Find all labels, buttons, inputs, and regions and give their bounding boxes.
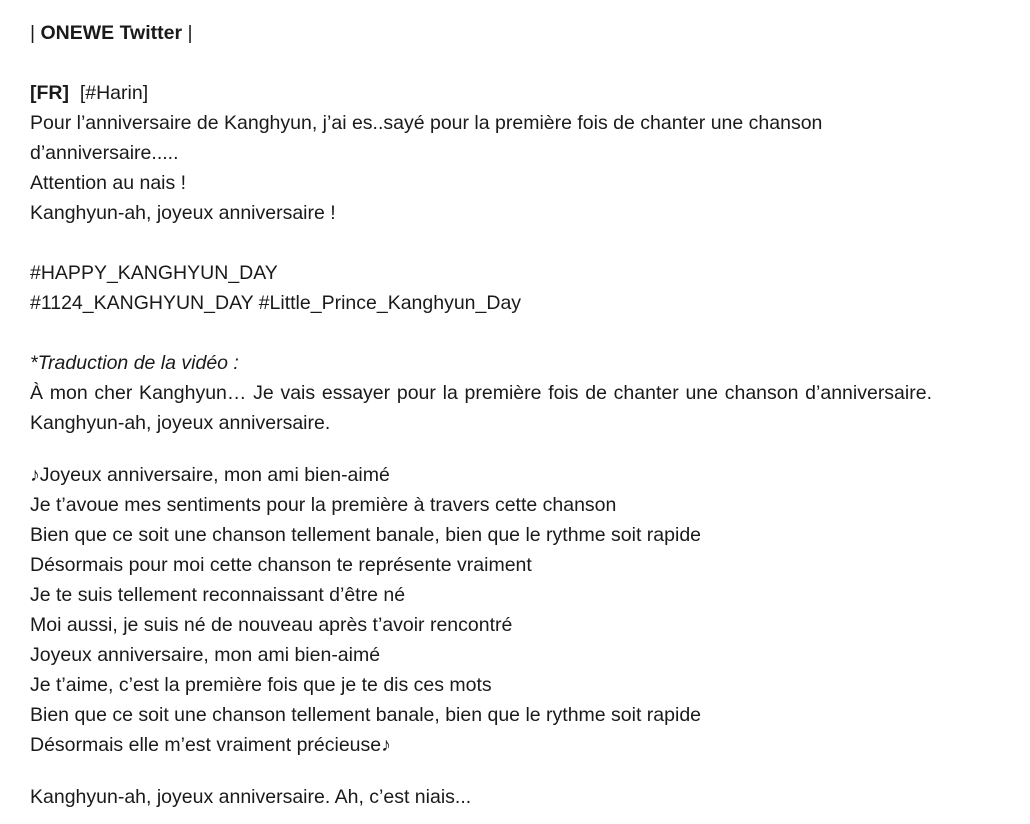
song-line: Bien que ce soit une chanson tellement banale, bien que le rythme soit rapide: [30, 704, 702, 726]
document-title: [30, 18, 932, 48]
spacer: [30, 48, 932, 78]
hashtag-line: #HAPPY_KANGHYUN_DAY: [30, 262, 278, 284]
document-body: [30, 18, 932, 812]
tweet-text-line: Kanghyun-ah, joyeux anniversaire !: [30, 202, 336, 224]
song-line: Joyeux anniversaire, mon ami bien-aimé: [30, 644, 381, 666]
song-line: Moi aussi, je suis né de nouveau après t’avoir rencontré: [30, 614, 513, 636]
title-prefix: |: [30, 22, 41, 44]
translation-heading: *Traduction de la vidéo :: [30, 352, 239, 374]
song-line: Bien que ce soit une chanson tellement banale, bien que le rythme soit rapide: [30, 524, 702, 546]
song-line: Désormais elle m’est vraiment précieuse♪: [30, 734, 391, 756]
tweet-text-line: Attention au nais !: [30, 172, 187, 194]
title-bold: ONEWE Twitter: [40, 22, 183, 44]
tweet-tags: [30, 78, 932, 108]
translation-intro: À mon cher Kanghyun… Je vais essayer pour la première fois de chanter une chanson d’anniversaire. Kanghyun-ah, joyeux anniversaire.: [30, 382, 932, 434]
song-line: ♪Joyeux anniversaire, mon ami bien-aimé: [30, 464, 390, 486]
author-tag: [#Harin]: [79, 82, 149, 104]
title-suffix: |: [182, 22, 193, 44]
closing-line: Kanghyun-ah, joyeux anniversaire. Ah, c’est niais...: [30, 786, 472, 808]
tweet-text-line: Pour l’anniversaire de Kanghyun, j’ai es..sayé pour la première fois de chanter une chanson d’anniversaire.....: [30, 112, 823, 164]
lang-tag: [FR]: [30, 82, 69, 104]
song-line: Désormais pour moi cette chanson te représente vraiment: [30, 554, 532, 576]
spacer: [30, 438, 932, 460]
song-line: Je t’aime, c’est la première fois que je te dis ces mots: [30, 674, 492, 696]
hashtag-line: #1124_KANGHYUN_DAY #Little_Prince_Kanghyun_Day: [30, 292, 522, 314]
song-line: Je te suis tellement reconnaissant d’être né: [30, 584, 406, 606]
spacer: [30, 228, 932, 258]
spacer: [30, 318, 932, 348]
spacer: [30, 760, 932, 782]
song-line: Je t’avoue mes sentiments pour la première à travers cette chanson: [30, 494, 617, 516]
